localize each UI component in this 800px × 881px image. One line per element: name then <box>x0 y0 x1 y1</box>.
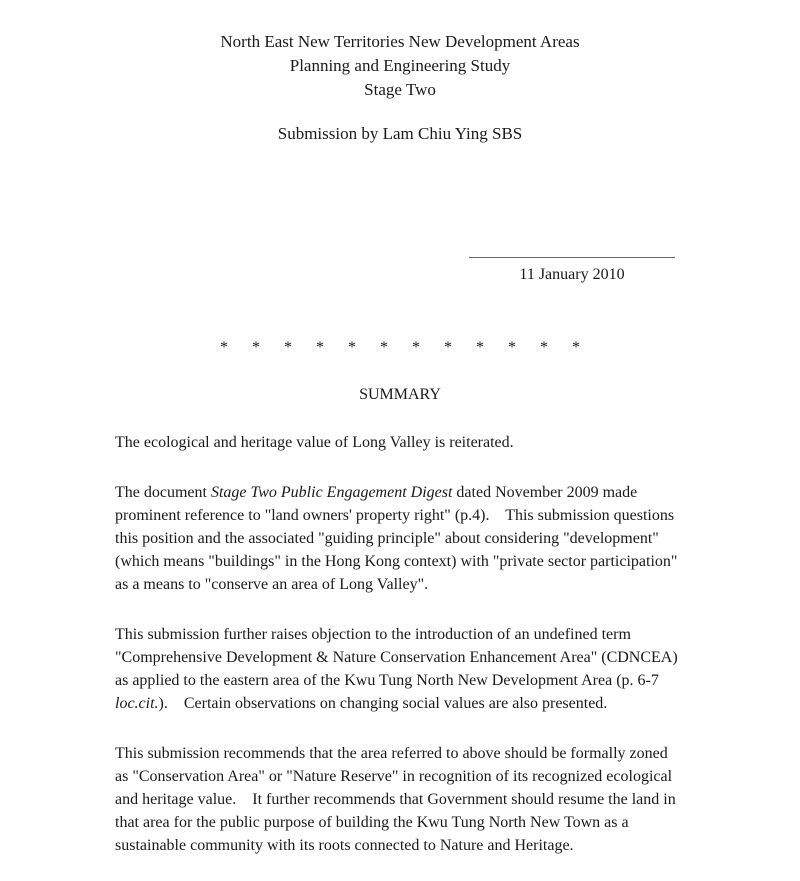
document-title-line-2: Planning and Engineering Study <box>289 56 511 75</box>
document-date: 11 January 2010 <box>519 266 625 283</box>
paragraph-text: dated November 2009 made prominent reference to "land owners' property right" (p.4). This submission questions this position and the associated "guiding principle" about considering "development" (which means "buildings" in the Hong Kong context) with "private sector participation" as a means to "conserve an area of Long Valley". <box>115 484 682 593</box>
paragraph-text: The document <box>115 484 211 501</box>
document-title-line-3: Stage Two <box>364 80 436 99</box>
summary-paragraph-2 <box>115 481 680 596</box>
summary-paragraph-3 <box>115 623 680 715</box>
italic-citation: loc.cit. <box>115 695 159 712</box>
document-body <box>115 431 680 857</box>
asterisk-separator: * * * * * * * * * * * * <box>220 339 580 356</box>
paragraph-text: This submission further raises objection to the introduction of an undefined term "Comprehensive Development & Nature Conservation Enhancement Area" (CDNCEA) as applied to the eastern area of the Kwu Tung North New Development Area (p. 6-7 <box>115 626 682 689</box>
paragraph-text: The ecological and heritage value of Long Valley is reiterated. <box>115 434 514 451</box>
summary-heading: SUMMARY <box>359 386 441 403</box>
date-block <box>469 257 675 286</box>
document-title-block <box>0 0 800 102</box>
italic-document-title: Stage Two Public Engagement Digest <box>210 484 453 501</box>
paragraph-text: This submission recommends that the area referred to above should be formally zoned as "Conservation Area" or "Nature Reserve" in recognition of its recognized ecological and heritage value. It further recommends that Government should resume the land in that area for the public purpose of building the Kwu Tung North New Town as a sustainable community with its roots connected to Nature and Heritage. <box>115 745 680 854</box>
summary-paragraph-4 <box>115 742 680 857</box>
signature-rule <box>469 257 675 258</box>
paragraph-text: ). Certain observations on changing social values are also presented. <box>158 695 608 712</box>
document-title-line-1: North East New Territories New Development Areas <box>220 32 580 51</box>
submission-author-line: Submission by Lam Chiu Ying SBS <box>277 124 523 143</box>
summary-paragraph-1 <box>115 431 680 454</box>
